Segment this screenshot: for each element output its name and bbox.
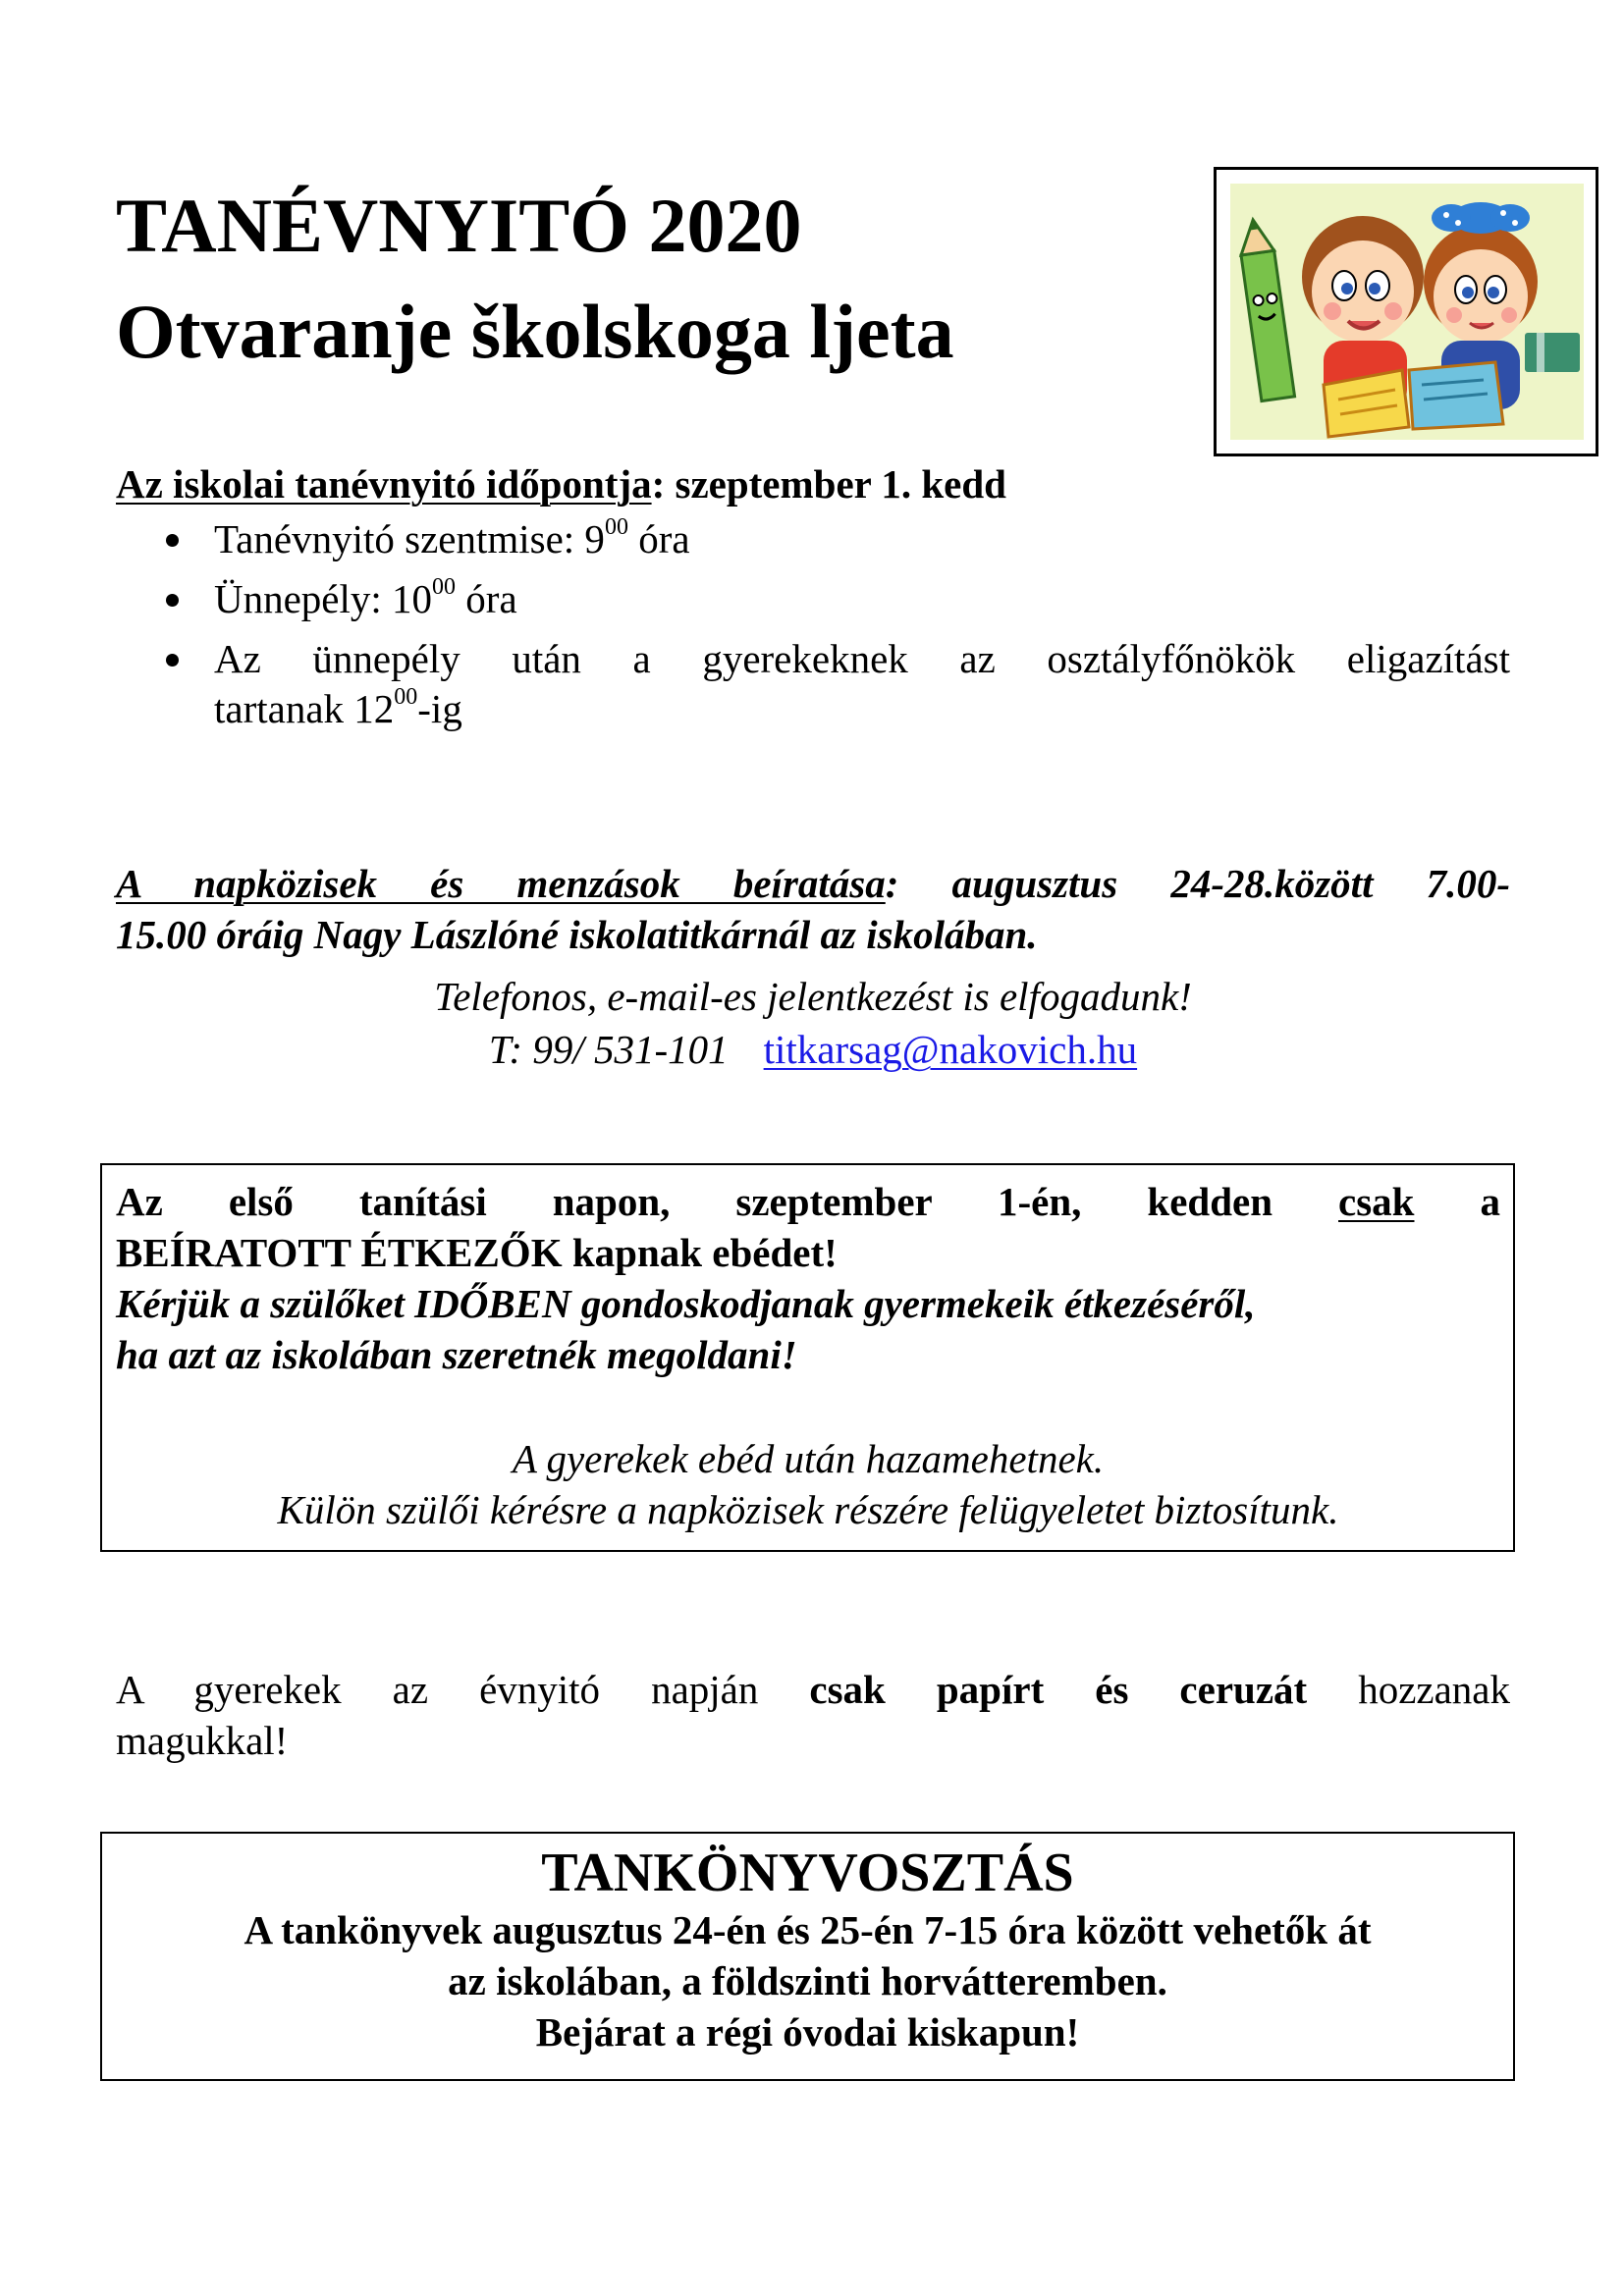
phone-number: T: 99/ 531-101 (488, 1027, 729, 1072)
registration-label: A napközisek és menzások beíratása (116, 861, 886, 906)
page-title (116, 173, 1196, 385)
title-hungarian: TANÉVNYITÓ 2020 (116, 183, 802, 268)
opening-heading-label: Az iskolai tanévnyitó időpontja (116, 461, 652, 507)
bullet-icon (166, 654, 179, 667)
opening-schedule-list (116, 514, 1510, 734)
email-link[interactable]: titkarsag@nakovich.hu (763, 1027, 1138, 1072)
list-item: Ünnepély: $10^{00}$ óra (116, 574, 1510, 624)
supplies-note: A gyerekek az évnyitó napján csak papírt és ceruzát hozzanak magukkal! (116, 1667, 1510, 1763)
list-item: Tanévnyitó szentmise: $9^{00}$ óra (116, 514, 1510, 564)
children-reading-icon (1230, 184, 1584, 440)
title-croatian: Otvaranje školskoga ljeta (116, 289, 954, 374)
textbook-title: TANKÖNYVOSZTÁS (541, 1842, 1074, 1903)
lunch-notice-footer: A gyerekek ebéd után hazamehetnek. Külön szülői kérésre a napközisek részére felügyeletet biztosítunk. (277, 1436, 1339, 1532)
textbook-notice-box: TANKÖNYVOSZTÁS A tankönyvek augusztus 24-én és 25-én 7-15 óra között vehetők át az iskolában, a földszinti horvátteremben. Bejárat a régi óvodai kiskapun! (100, 1832, 1515, 2081)
registration-info: A napközisek és menzások beíratása: augusztus 24-28.között 7.00- 15.00 óráig Nagy Lászlóné iskolatitkárnál az iskolában. (116, 861, 1510, 957)
bullet-icon (166, 594, 179, 607)
lunch-notice-lines: Az első tanítási napon, szeptember 1-én, kedden csak a BEÍRATOTT ÉTKEZŐK kapnak ebédet! Kérjük a szülőket IDŐBEN gondoskodjanak gyermekeik étkezéséről, ha azt az iskolában szeretnék megoldani! (116, 1179, 1501, 1377)
illustration-frame (1214, 167, 1598, 456)
registration-note: Telefonos, e-mail-es jelentkezést is elfogadunk! T: 99/ 531-101 titkarsag@nakovich.hu (434, 974, 1192, 1072)
bullet-icon (166, 534, 179, 547)
list-item: Az ünnepély után a gyerekeknek az osztályfőnökök eligazítást tartanak $12^{00}-ig$ (116, 634, 1510, 734)
opening-heading-value: : szeptember 1. kedd (651, 461, 1006, 507)
opening-heading (116, 459, 1490, 509)
